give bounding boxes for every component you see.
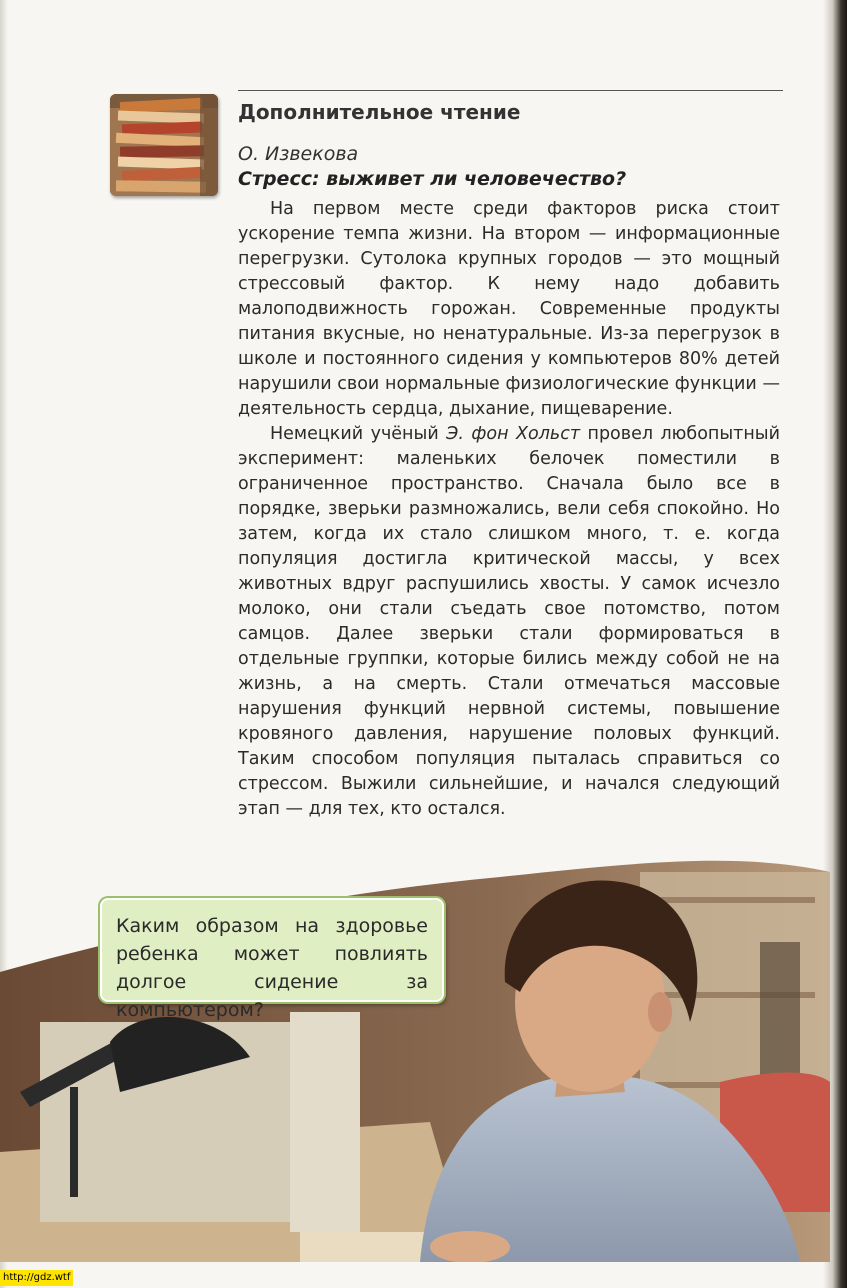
top-rule — [238, 90, 783, 91]
article-paragraph-2 — [238, 422, 780, 822]
article-author: О. Извекова — [238, 143, 359, 165]
paragraph-2-rest: провел любопытный эксперимент: маленьких белочек поместили в ограниченное пространство. Сначала было все в порядке, зверьки размножались, вели себя спокойно. Но затем, когда их стало слишком много, т. е. когда популяция достигла критической массы, у всех животных вдруг распушились хвосты. У самок исчезло молоко, они стали съедать свое потомство, потом самцов. Далее зверьки стали формироваться в отдельные группки, которые бились между собой не на жизнь, а на смерть. Стали отмечаться массовые нарушения функций нервной системы, повышение кровяного давления, нарушение половых функций. Таким способом популяция пыталась справиться со стрессом. Выжили сильнейшие, и начался следующий этап — для тех, кто остался. — [238, 424, 781, 819]
stack-of-books-icon — [110, 94, 218, 196]
question-box: Каким образом на здоровье ребенка может повлиять долгое сидение за компьютером? — [100, 898, 444, 1002]
paragraph-2-start: Немецкий учёный — [270, 424, 447, 444]
scientist-name: Э. фон Хольст — [446, 424, 581, 444]
article-body — [238, 197, 780, 822]
section-title: Дополнительное чтение — [238, 100, 521, 124]
article-title: Стресс: выживет ли человечество? — [238, 168, 627, 190]
watermark-link[interactable]: http://gdz.wtf — [0, 1270, 73, 1286]
article-paragraph-1: На первом месте среди факторов риска стоит ускорение темпа жизни. На втором — информационные перегрузки. Сутолока крупных городов — это мощный стрессовый фактор. К нему надо добавить малоподвижность горожан. Современные продукты питания вкусные, но ненатуральные. Из-за перегрузок в школе и постоянного сидения у компьютеров 80% детей нарушили свои нормальные физиологические функции — деятельность сердца, дыхание, пищеварение. — [238, 199, 780, 419]
